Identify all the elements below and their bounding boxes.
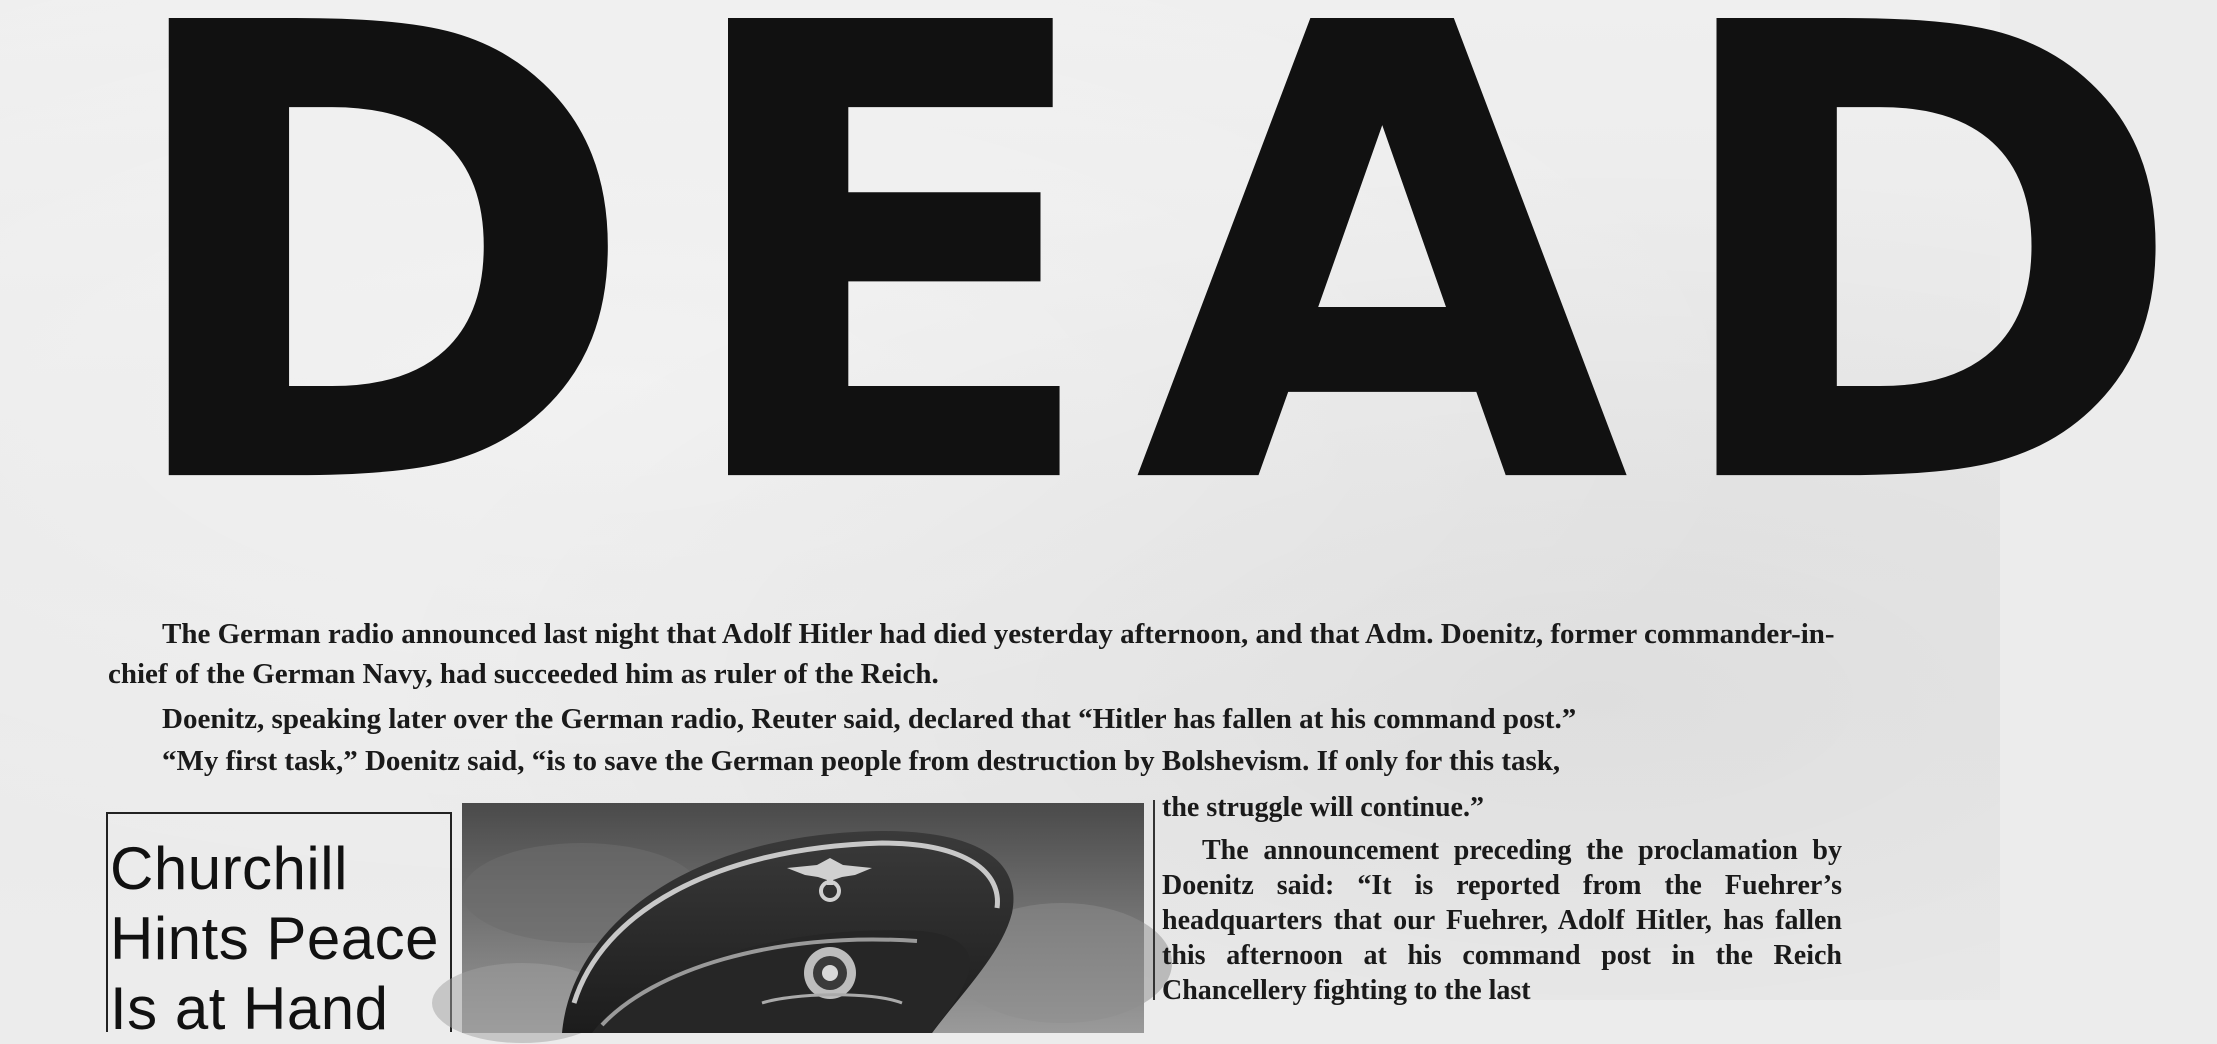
peaked-cap-icon xyxy=(462,803,1144,1033)
right-column-continuation: the struggle will continue.” xyxy=(1162,792,1484,823)
sidebar-headline-line-1: Churchill xyxy=(110,835,348,902)
right-column-paragraph: The announcement preceding the proclamation by Doenitz said: “It is reported from the Fuehrer’s headquarters that our Fuehrer, Adolf Hitler, has fallen this afternoon at his command post in the Reich Chancellery fighting to the last xyxy=(1162,835,1842,1006)
story-paragraph-2: Doenitz, speaking later over the German radio, Reuter said, declared that “Hitler has fallen at his command post.” xyxy=(162,703,1577,735)
sidebar-headline-box xyxy=(106,812,452,1042)
story-paragraph-1: The German radio announced last night that Adolf Hitler had died yesterday afternoon, and that Adm. Doenitz, former commander-in-chief of the German Navy, had succeeded him as ruler of the Reich. xyxy=(108,618,1835,690)
sidebar-headline xyxy=(108,814,450,1044)
sidebar-headline-line-3: Is at Hand xyxy=(110,975,389,1042)
story-paragraph-3: “My first task,” Doenitz said, “is to save the German people from destruction by Bolshevism. If only for this task, xyxy=(162,745,1561,777)
sidebar-headline-line-2: Hints Peace xyxy=(110,905,439,972)
column-rule xyxy=(1153,800,1155,1000)
right-column xyxy=(1162,790,1842,1008)
headline: DEAD xyxy=(110,0,2217,624)
portrait-photo xyxy=(462,803,1144,1033)
